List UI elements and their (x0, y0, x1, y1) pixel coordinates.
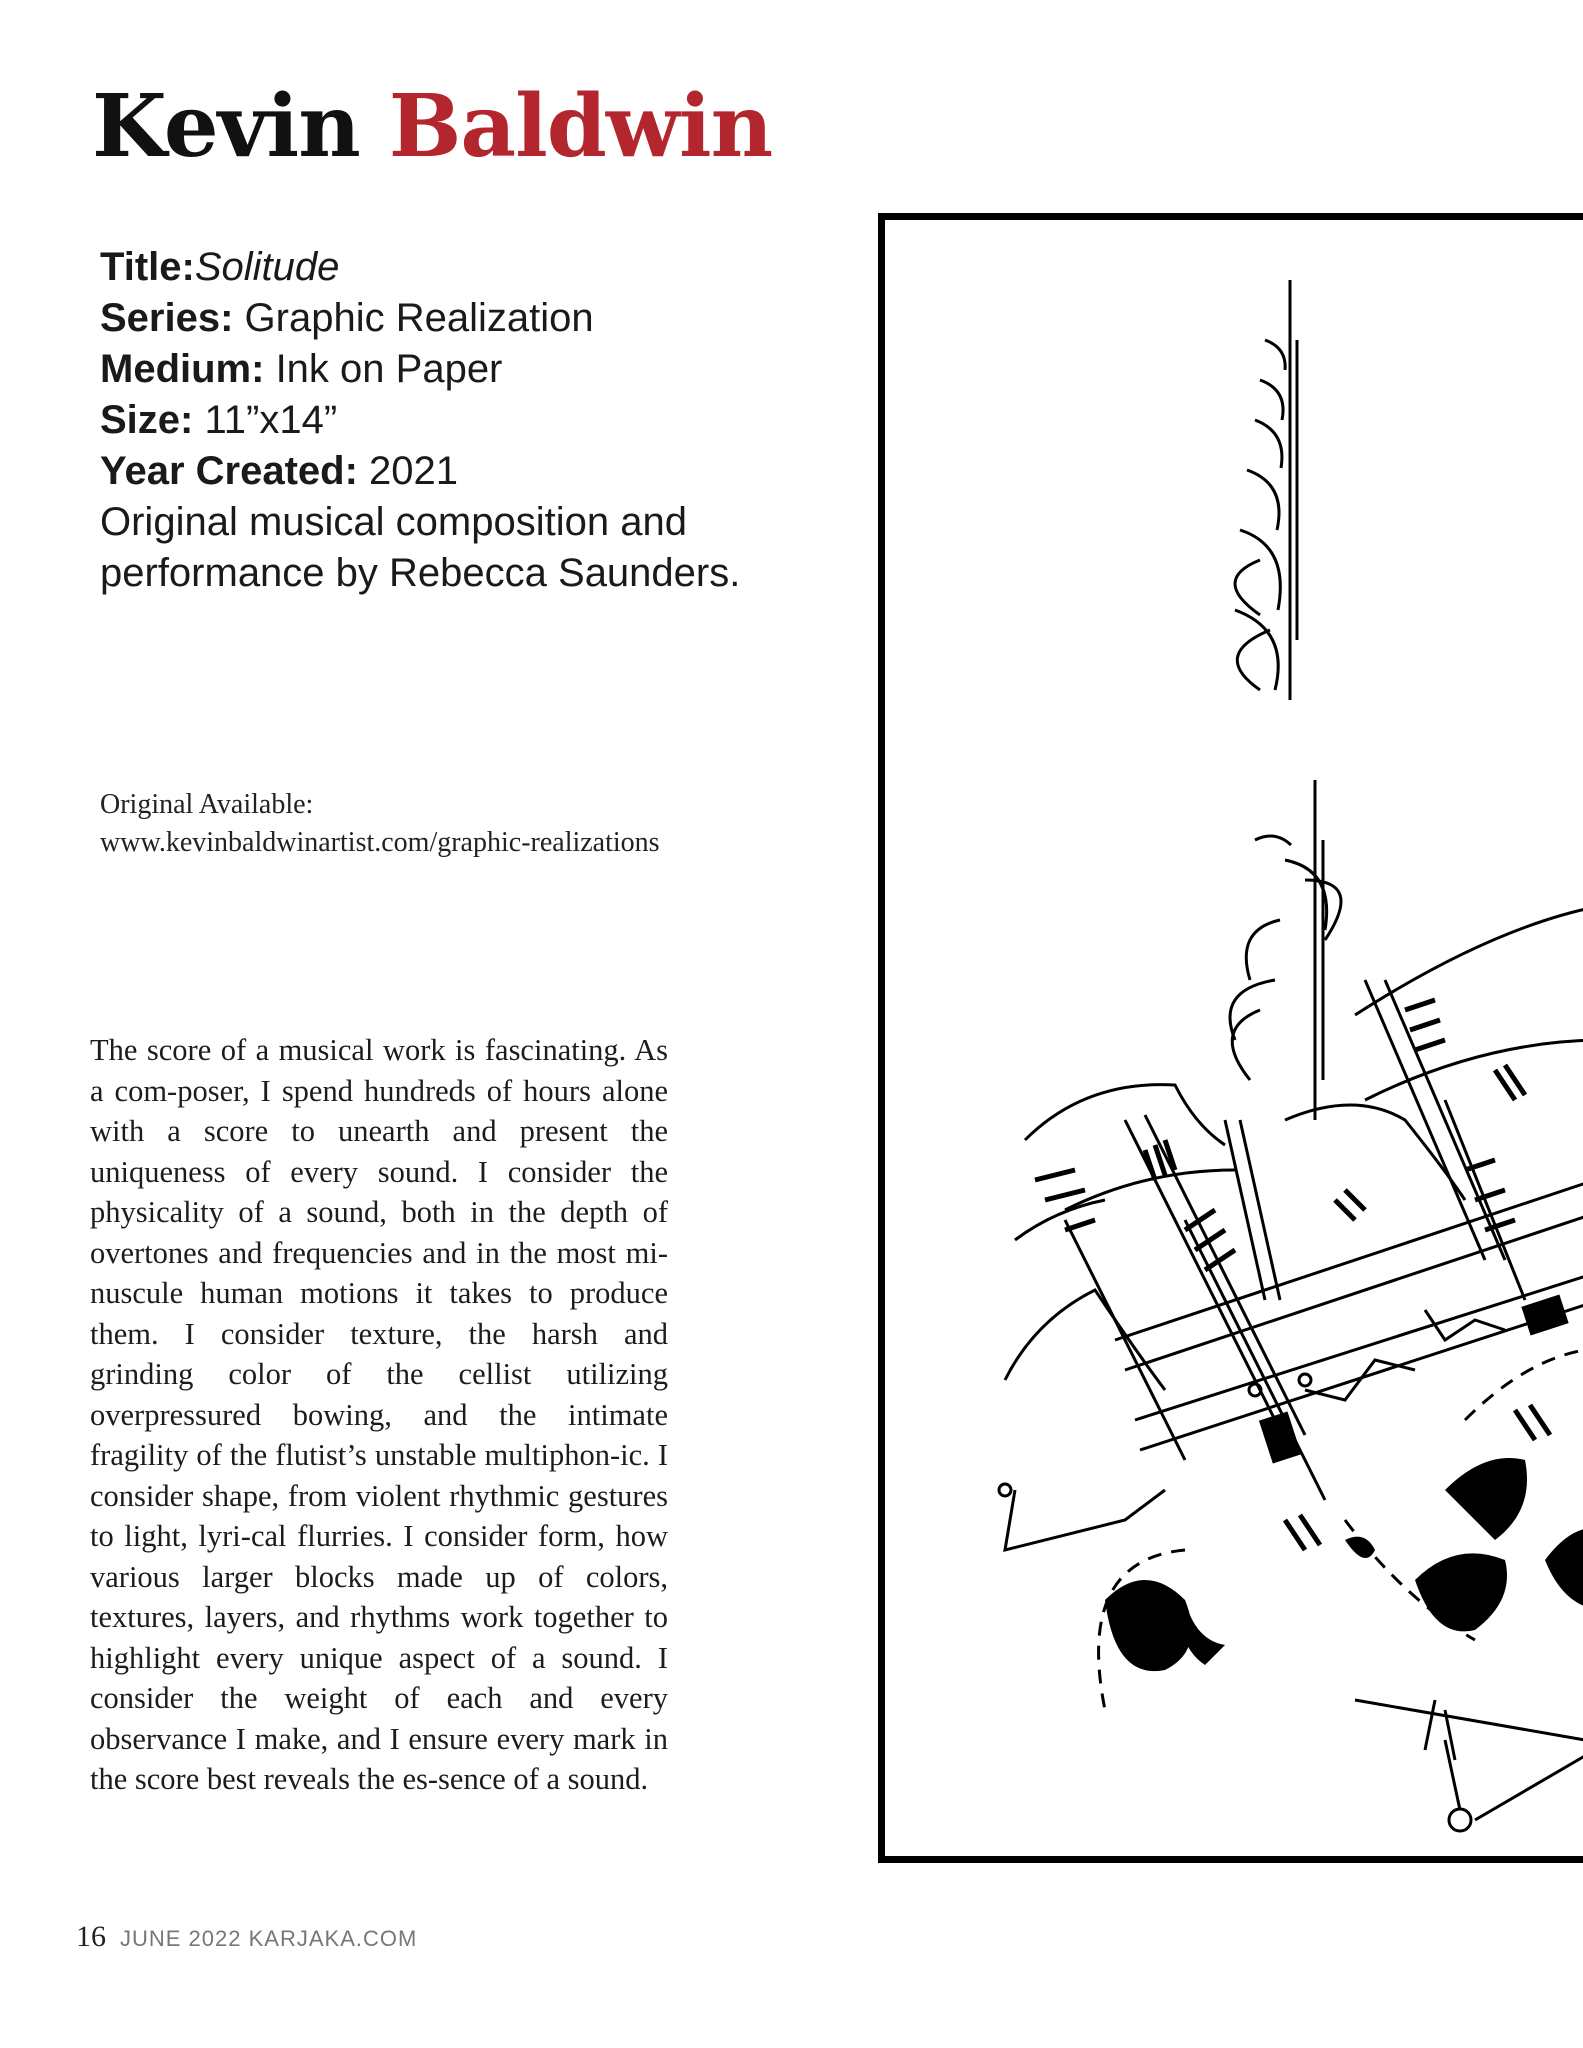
issue-info: JUNE 2022 KARJAKA.COM (120, 1926, 418, 1951)
availability (100, 786, 660, 862)
artist-statement: The score of a musical work is fascinating. As a com-poser, I spend hundreds of hours alone with a score to unearth and present the uniqueness of every sound. I consider the physicality of a sound, both in the depth of overtones and frequencies and in the most mi-nuscule human motions it takes to produce them. I consider texture, the harsh and grinding color of the cellist utilizing overpressured bowing, and the intimate fragility of the flutist’s unstable multiphon-ic. I consider shape, from violent rhythmic gestures to light, lyri-cal flurries. I consider form, how various larger blocks made up of colors, textures, layers, and rhythms work together to highlight every unique aspect of a sound. I consider the weight of each and every observance I make, and I ensure every mark in the score best reveals the es-sence of a sound. (90, 1033, 668, 1796)
title-row (100, 242, 820, 293)
artist-first-name: Kevin (92, 76, 360, 177)
title-label: Title: (100, 245, 195, 289)
series-value: Graphic Realization (244, 296, 594, 340)
size-value: 11”x14” (204, 398, 338, 442)
credit-line-2: performance by Rebecca Saunders. (100, 551, 741, 595)
artist-name (92, 76, 773, 177)
artwork-image (878, 213, 1583, 1863)
medium-label: Medium: (100, 347, 265, 391)
size-row (100, 395, 820, 446)
availability-url[interactable]: www.kevinbaldwinartist.com/graphic-realizations (100, 827, 660, 858)
page-number: 16 (76, 1920, 106, 1953)
artwork-details (100, 242, 820, 599)
availability-label: Original Available: (100, 789, 314, 820)
artist-last-name: Baldwin (388, 76, 773, 177)
page-footer (76, 1920, 417, 1954)
year-value: 2021 (369, 449, 459, 493)
credit-line-1: Original musical composition and (100, 500, 687, 544)
size-label: Size: (100, 398, 194, 442)
title-value: Solitude (194, 245, 340, 289)
series-label: Series: (100, 296, 234, 340)
medium-row (100, 344, 820, 395)
graphic-score-drawing (885, 220, 1583, 1863)
medium-value: Ink on Paper (275, 347, 503, 391)
year-row (100, 446, 820, 497)
series-row (100, 293, 820, 344)
year-label: Year Created: (100, 449, 358, 493)
